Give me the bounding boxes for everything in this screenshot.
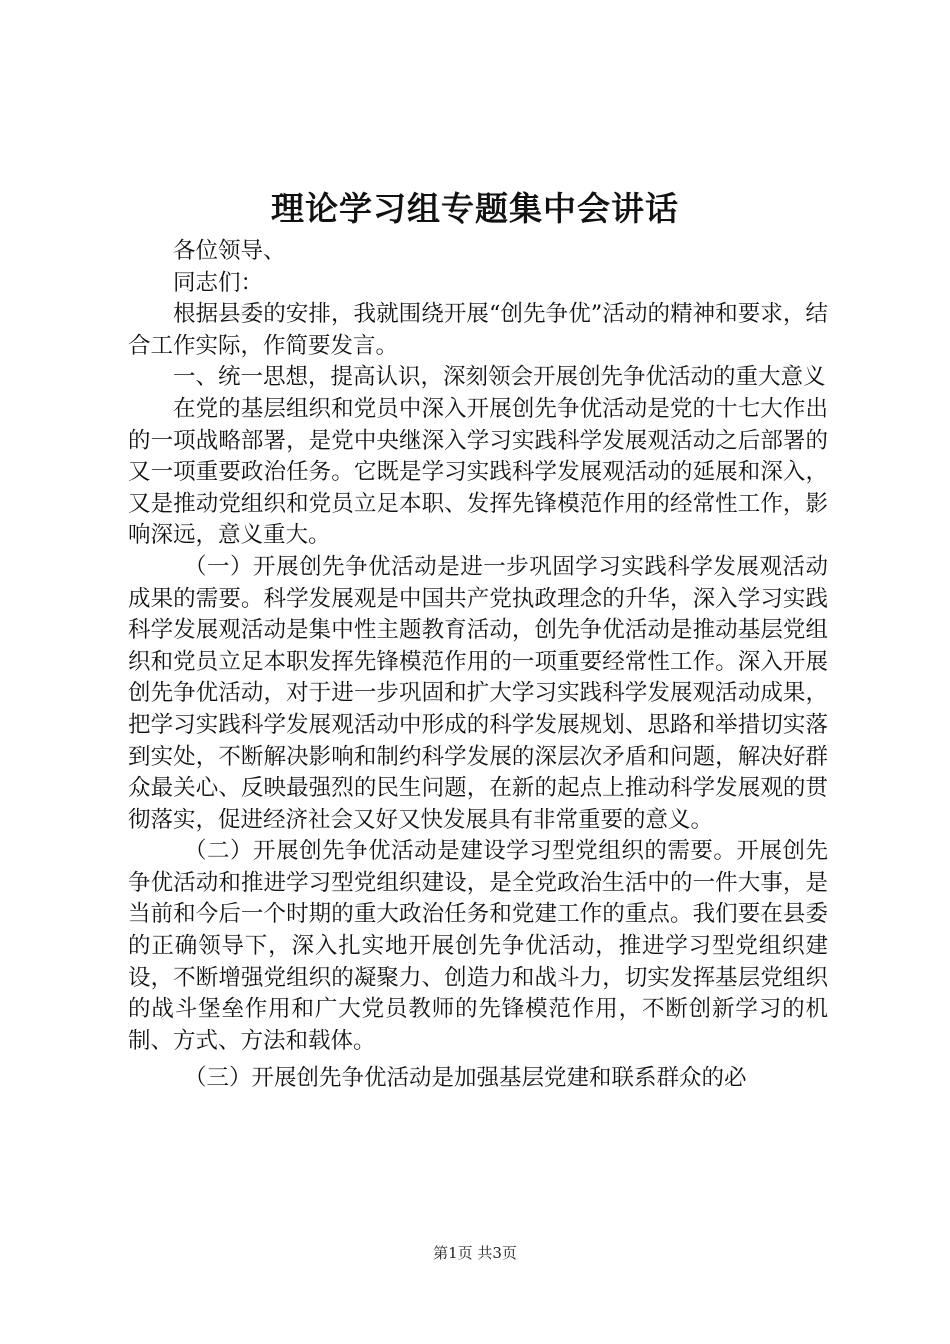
- salutation-line-1: 各位领导、: [173, 238, 286, 264]
- page-footer: 第1页 共3页: [433, 1244, 517, 1262]
- subsection-2-paragraph: （二）开展创先争优活动是建设学习型党组织的需要。开展创先争优活动和推进学习型党组织建设，是全党政治生活中的一件大事，是当前和今后一个时期的重大政治任务和党建工作的重点。我们要在县委的正确领导下，深入扎实地开展创先争优活动，推进学习型党组织建设，不断增强党组织的凝聚力、创造力和战斗力，切实发挥基层党组织的战斗堡垒作用和广大党员教师的先锋模范作用，不断创新学习的机制、方式、方法和载体。: [128, 838, 828, 1054]
- intro-paragraph: 根据县委的安排，我就围绕开展“创先争优”活动的精神和要求，结合工作实际，作简要发言。: [128, 301, 828, 359]
- subsection-1-paragraph: （一）开展创先争优活动是进一步巩固学习实践科学发展观活动成果的需要。科学发展观是中国共产党执政理念的升华，深入学习实践科学发展观活动是集中性主题教育活动，创先争优活动是推动基层党组织和党员立足本职发挥先锋模范作用的一项重要经常性工作。深入开展创先争优活动，对于进一步巩固和扩大学习实践科学发展观活动成果，把学习实践科学发展观活动中形成的科学发展规划、思路和举措切实落到实处，不断解决影响和制约科学发展的深层次矛盾和问题，解决好群众最关心、反映最强烈的民生问题，在新的起点上推动科学发展观的贯彻落实，促进经济社会又好又快发展具有非常重要的意义。: [128, 553, 828, 833]
- salutation-line-2: 同志们：: [173, 269, 264, 296]
- document-title: 理论学习组专题集中会讲话: [271, 189, 679, 228]
- document-body: [128, 236, 828, 1095]
- subsection-3-paragraph: （三）开展创先争优活动是加强基层党建和联系群众的必: [184, 1065, 747, 1092]
- body-paragraph: 在党的基层组织和党员中深入开展创先争优活动是党的十七大作出的一项战略部署，是党中央继深入学习实践科学发展观活动之后部署的又一项重要政治任务。它既是学习实践科学发展观活动的延展和深入，又是推动党组织和党员立足本职、发挥先锋模范作用的经常性工作，影响深远，意义重大。: [128, 395, 828, 549]
- section-heading-1: 一、统一思想，提高认识，深刻领会开展创先争优活动的重大意义: [173, 364, 826, 391]
